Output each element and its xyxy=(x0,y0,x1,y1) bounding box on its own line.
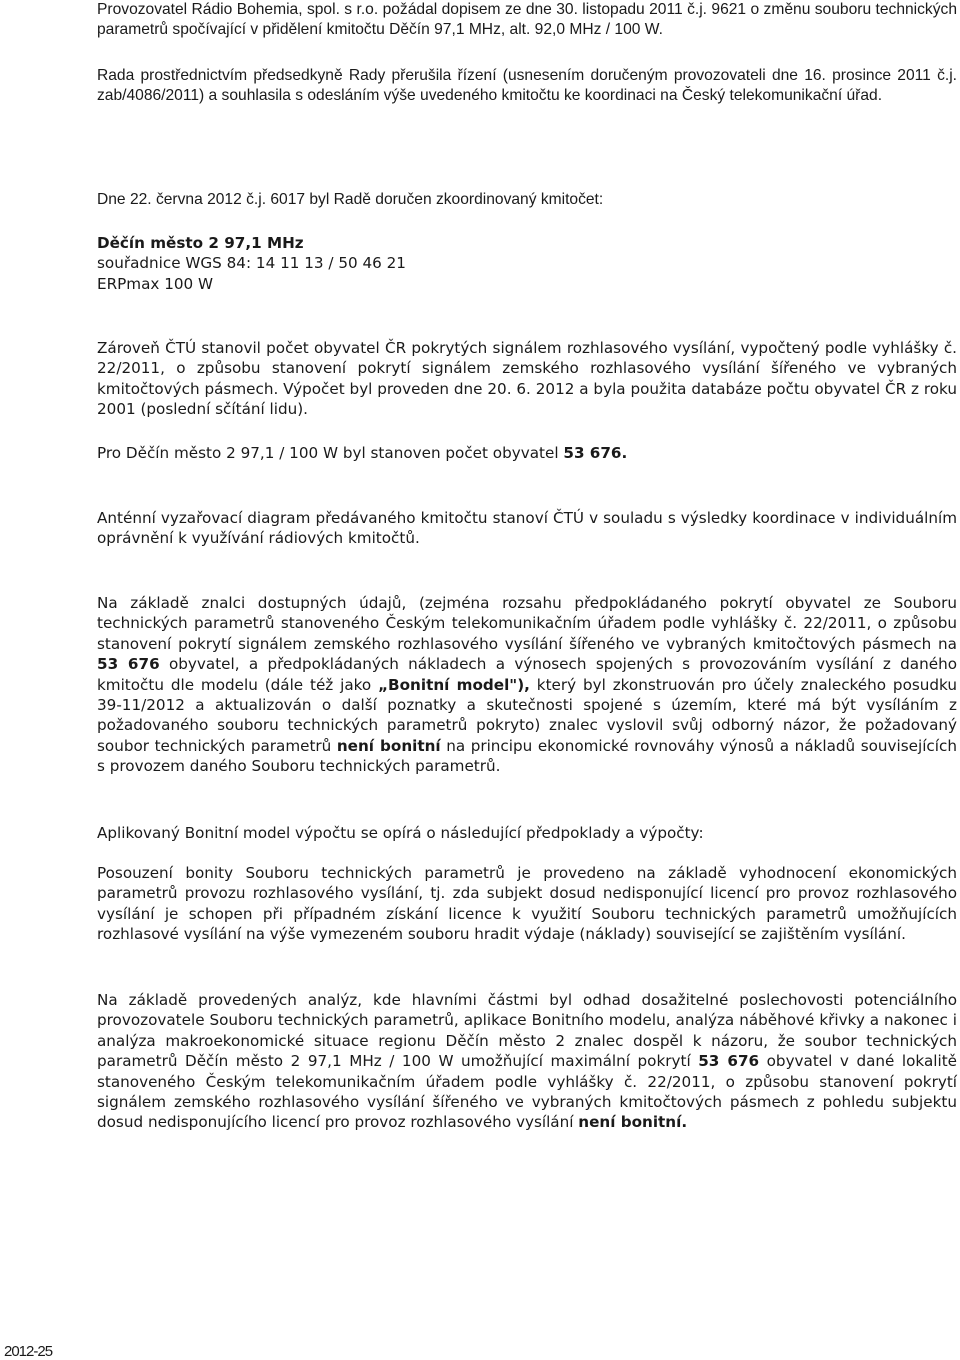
bold-run: 53 676 xyxy=(97,655,160,674)
paragraph-text: Dne 22. června 2012 č.j. 6017 byl Radě doručen zkoordinovaný kmitočet: xyxy=(97,191,604,208)
text-run: obyvatel, a předpokládaných nákladech a výnosech spojených s provozováním vysílání z daného kmitočtu dle modelu (dále též jako xyxy=(97,655,958,694)
paragraph-text: Posouzení bonity Souboru technických parametrů je provedeno na základě vyhodnocení ekonomických parametrů provozu rozhlasového vysílání, tj. zda subjekt dosud nedisponující licencí pro provoz rozhlasového vysílání je schopen při případném získání licence k využití Souboru technických parametrů umožňujících rozhlasové vysílání na výše vymezeném souboru hradit výdaje (náklady) související se zajištěním vysílání. xyxy=(97,864,957,944)
paragraph-text: Aplikovaný Bonitní model výpočtu se opírá o následující předpoklady a výpočty: xyxy=(97,824,704,842)
paragraph-text: Rada prostřednictvím předsedkyně Rady přerušila řízení (usnesením doručeným provozovateli dne 16. prosince 2011 č.j. zab/4086/2011) a souhlasila s odesláním výše uvedeného kmitočtu ke koordinaci na Český telekomunikační úřad. xyxy=(97,67,957,105)
frequency-erp: ERPmax 100 W xyxy=(97,274,214,293)
text-run: Na základě znalci dostupných údajů, (zejména rozsahu předpokládaného pokrytí obyvatel ze Souboru technických parametrů stanoveného Českým telekomunikačním úřadem podle vyhlášky č. 22/2011, o způsobu stanovení pokrytí signálem zemského rozhlasového vysílání šířeného ve vybraných kmitočtových pásmech na xyxy=(97,594,957,653)
paragraph-conclusion xyxy=(97,990,957,1133)
frequency-coordinates: souřadnice WGS 84: 14 11 13 / 50 46 21 xyxy=(97,254,406,273)
bold-run: 53 676 xyxy=(698,1052,760,1071)
text-run: Na základě provedených analýz, kde hlavními částmi byl odhad dosažitelné poslechovosti potenciálního provozovatele Souboru technických parametrů, aplikace Bonitního modelu, analýza náběhové křivky a nakonec i analýza makroekonomické situace regionu Děčín město 2 znalec dospěl k názoru, že soubor technických parametrů Děčín město 2 97,1 MHz / 100 W umožňující maximální pokrytí xyxy=(97,991,957,1071)
paragraph-bonity-assessment xyxy=(97,863,957,945)
paragraph-text xyxy=(97,443,957,463)
paragraph-antenna xyxy=(97,508,957,549)
text-run: na principu ekonomické rovnováhy výnosů a nákladů souvisejících s provozem daného Souboru technických parametrů. xyxy=(97,736,957,776)
population-text: Pro Děčín město 2 97,1 / 100 W byl stanoven počet obyvatel xyxy=(97,444,564,462)
paragraph-expert-opinion xyxy=(97,593,957,777)
frequency-block xyxy=(97,233,957,294)
frequency-name: Děčín město 2 97,1 MHz xyxy=(97,234,304,252)
bold-run: není bonitní xyxy=(336,736,441,755)
paragraph-population-calc xyxy=(97,338,957,420)
paragraph-population-result xyxy=(97,443,957,463)
paragraph-model-intro xyxy=(97,823,957,843)
paragraph-text: Provozovatel Rádio Bohemia, spol. s r.o. požádal dopisem ze dne 30. listopadu 2011 č.j. 9621 o změnu souboru technických parametrů spočívající v přidělení kmitočtu Děčín 97,1 MHz, alt. 92,0 MHz / 100 W. xyxy=(97,1,957,39)
paragraph-text xyxy=(97,990,957,1133)
paragraph-interruption xyxy=(97,66,957,107)
paragraph-text xyxy=(97,593,957,777)
paragraph-text: Zároveň ČTÚ stanovil počet obyvatel ČR pokrytých signálem rozhlasového vysílání, vypočtený podle vyhlášky č. 22/2011, o způsobu stanovení pokrytí signálem zemského rozhlasového vysílání šířeného ve vybraných kmitočtových pásmech. Výpočet byl proveden dne 20. 6. 2012 a byla použita databáze počtu obyvatel ČR z roku 2001 (poslední sčítání lidu). xyxy=(97,339,957,419)
bold-run: „Bonitní model"), xyxy=(378,675,530,694)
text-run: obyvatel v dané lokalitě stanoveného Českým telekomunikačním úřadem podle vyhlášky č. 22/2011, o způsobu stanovení pokrytí signálem zemského rozhlasového vysílání šířeného ve vybraných kmitočtových pásmech z pohledu subjektu dosud nedisponujícího licencí pro provoz rozhlasového vysílání xyxy=(97,1052,958,1132)
population-count: 53 676. xyxy=(563,444,628,462)
page-footer-code: 2012-25 xyxy=(4,1343,53,1360)
paragraph-request xyxy=(97,0,957,41)
paragraph-text: Anténní vyzařovací diagram předávaného kmitočtu stanoví ČTÚ v souladu s výsledky koordinace v individuálním oprávnění k využívání rádiových kmitočtů. xyxy=(97,509,957,548)
paragraph-coordination-date xyxy=(97,190,957,210)
bold-run: není bonitní. xyxy=(578,1113,688,1132)
text-run: který byl zkonstruován pro účely znaleckého posudku 39-11/2012 a aktualizován o další poznatky a skutečnosti spojené s územím, které má být vysíláním z požadovaného souboru technických parametrů pokryto) znalec vyslovil svůj odborný názor, že požadovaný soubor technických parametrů xyxy=(97,675,957,755)
